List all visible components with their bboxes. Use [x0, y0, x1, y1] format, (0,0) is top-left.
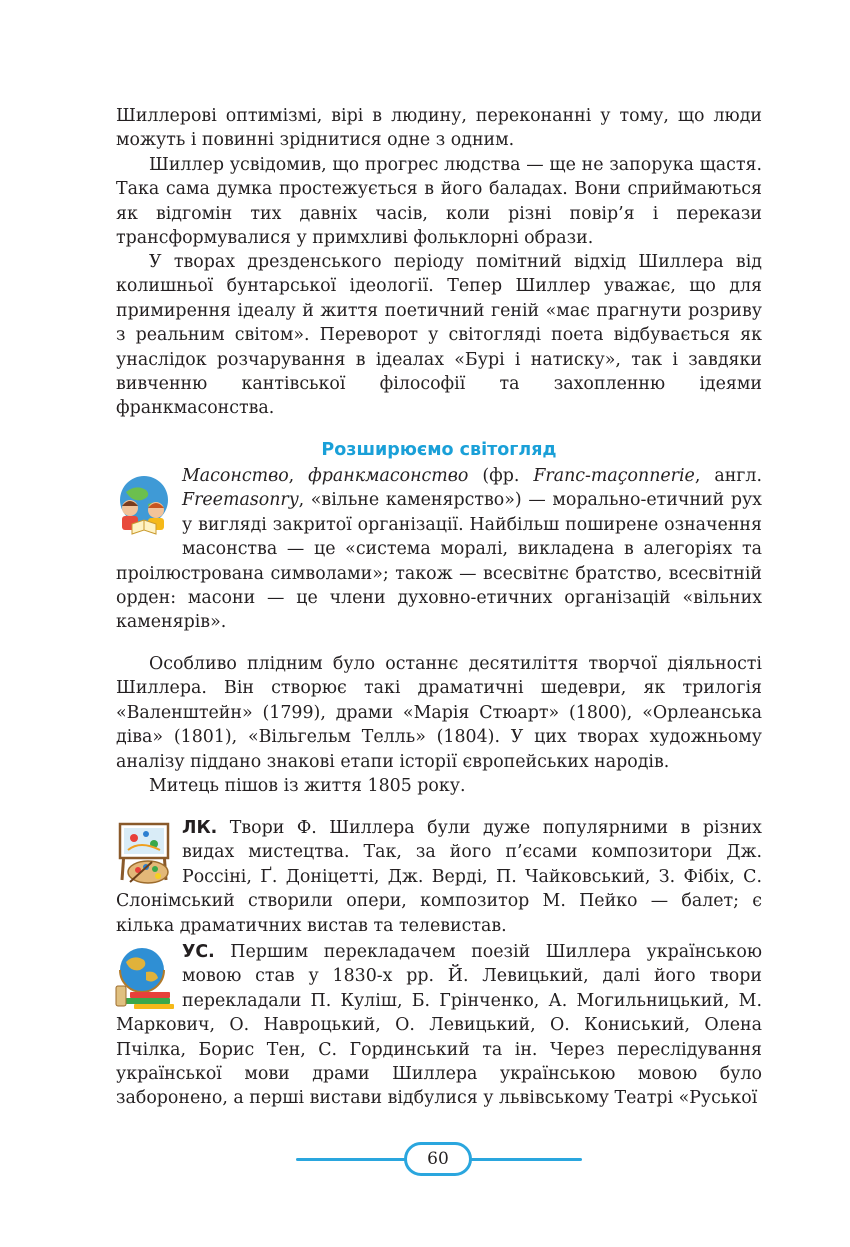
children-with-globe-icon	[112, 470, 176, 538]
expand-worldview-heading: Розширюємо світогляд	[321, 440, 557, 460]
us-text: Першим перекладачем поезій Шиллера українською мовою став у 1830-х рр. Й. Левицький, далі його твори перекладали П. Куліш, Б. Грінченко, А. Могильницький, М. Маркович, О. Навроцький, О. Левицький, О. Кониський, Олена Пчілка, Борис Тен, С. Гординський та ін. Через переслідування української мови драми Шиллера українською мовою було заборонено, а перші вистави відбулися у львівському Театрі «Руської	[116, 942, 762, 1109]
painting-easel-palette-icon	[112, 818, 176, 886]
paragraph-death: Митець пішов із життя 1805 року.	[149, 776, 466, 796]
footer-right-line	[470, 1158, 582, 1161]
paragraph-progress: Шиллер усвідомив, що прогрес людства — ще не запорука щастя. Така сама думка простежується в його баладах. Вони сприймаються як відгомін тих давніх часів, коли різні повір’я і перекази трансформувалися у примхливі фольклорні образи.	[116, 155, 762, 249]
us-label: УС.	[182, 942, 215, 962]
paragraph-optimism: Шиллерові оптимізмі, вірі в людину, переконанні у тому, що люди можуть і повинні зріднитися одне з одним.	[116, 106, 762, 151]
lk-text: Твори Ф. Шиллера були дуже популярними в різних видах мистецтва. Так, за його п’єсами композитори Дж. Россіні, Ґ. Доніцетті, Дж. Верді, П. Чайковський, З. Фібіх, С. Слонімський створили опери, композитор М. Пейко — балет; є кілька драматичних вистав та телевистав.	[116, 818, 762, 936]
globe-with-books-icon	[112, 942, 176, 1010]
freemasonry-definition-box: Масонство, франкмасонство (фр. Franc-maçonnerie, англ. Freemasonry, «вільне каменярство») — морально-етичний рух у вигляді закритої організації. Найбільш поширене означення масонства — це «система моралі, викладена в алегоріях та проілюстрована символами»; також — всесвітнє братство, всесвітній орден: масони — це члени духовно-етичних організацій «вільних каменярів».	[116, 464, 762, 635]
page-footer	[296, 1142, 582, 1178]
us-ukrainian-word-box	[116, 940, 762, 1111]
paragraph-dresden-period: У творах дрезденського періоду помітний відхід Шиллера від колишньої бунтарської ідеології. Тепер Шиллер уважає, що для примирення ідеалу й життя поетичний геній «має прагнути розриву з реальним світом». Переворот у світогляді поета відбувається як унаслідок розчарування в ідеалах «Бурі і натиску», так і завдяки вивченню кантівської філософії та захопленню ідеями франкмасонства.	[116, 252, 762, 419]
paragraph-last-decade: Особливо плідним було останнє десятиліття творчої діяльності Шиллера. Він створює такі драматичні шедеври, як трилогія «Валенштейн» (1799), драми «Марія Стюарт» (1800), «Орлеанська діва» (1801), «Вільгельм Телль» (1804). У цих творах художньому аналізу піддано знакові етапи історії європейських народів.	[116, 654, 762, 772]
page-number: 60	[404, 1142, 472, 1176]
lk-literature-culture-box	[116, 816, 762, 938]
lk-label: ЛК.	[182, 818, 218, 838]
footer-left-line	[296, 1158, 406, 1161]
